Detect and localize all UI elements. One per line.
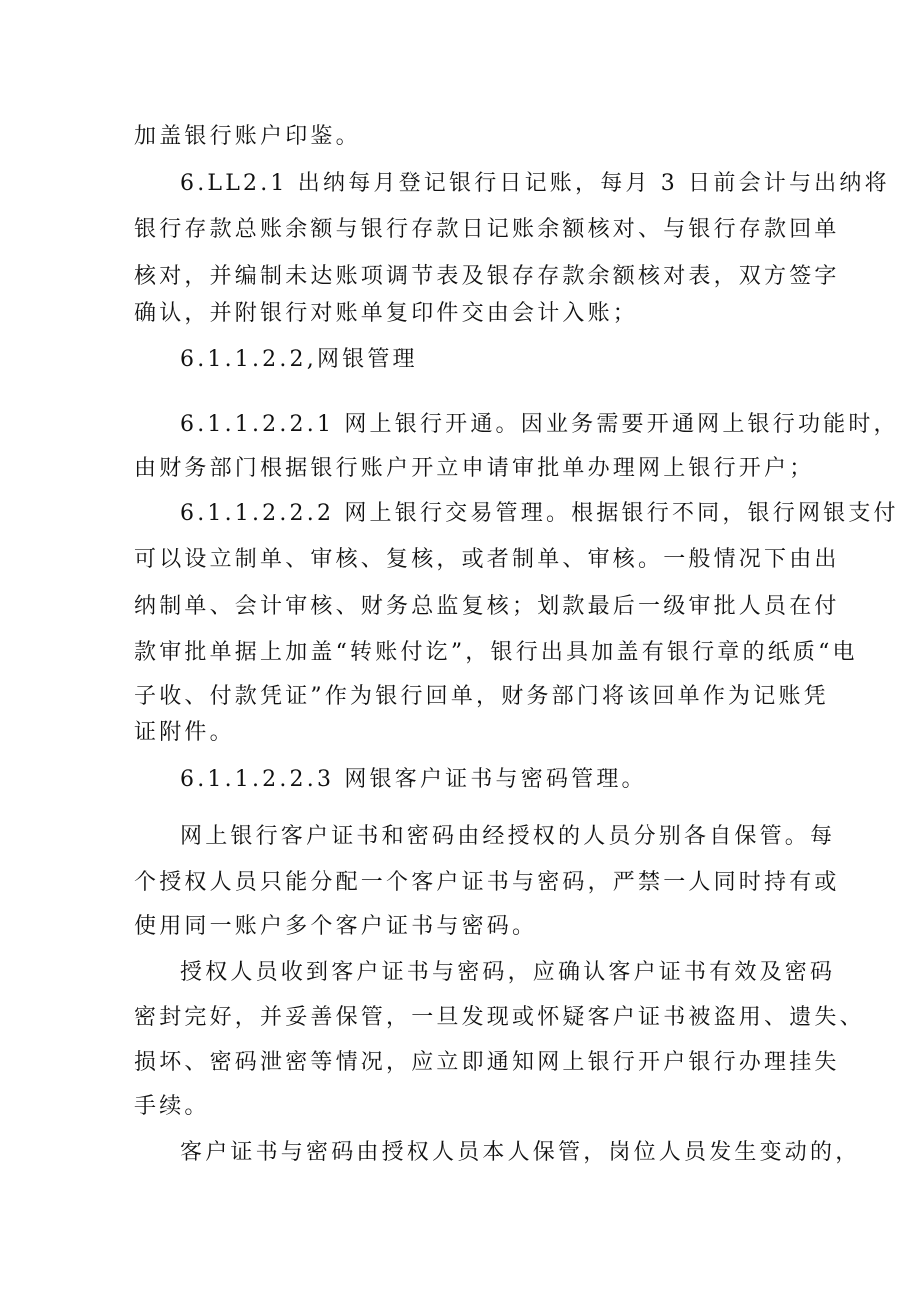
text-line: 银行存款总账余额与银行存款日记账余额核对、与银行存款回单 bbox=[134, 217, 840, 242]
text-line: 授权人员收到客户证书与密码，应确认客户证书有效及密码 bbox=[180, 960, 836, 985]
text-line: 客户证书与密码由授权人员本人保管，岗位人员发生变动的， bbox=[180, 1140, 861, 1165]
text-line: 网上银行客户证书和密码由经授权的人员分别各自保管。每 bbox=[180, 824, 836, 849]
text-line: 手续。 bbox=[134, 1094, 210, 1119]
text-line: 确认，并附银行对账单复印件交由会计入账； bbox=[134, 301, 639, 326]
text-line: 6.1.1.2.2.1 网上银行开通。因业务需要开通网上银行功能时， bbox=[180, 412, 899, 437]
text-line: 6.LL2.1 出纳每月登记银行日记账，每月 3 日前会计与出纳将 bbox=[180, 171, 890, 196]
text-line: 证附件。 bbox=[134, 720, 235, 745]
text-line: 密封完好，并妥善保管，一旦发现或怀疑客户证书被盗用、遗失、 bbox=[134, 1005, 865, 1030]
text-line: 款审批单据上加盖“转账付讫”，银行出具加盖有银行章的纸质“电 bbox=[134, 640, 858, 665]
text-line: 由财务部门根据银行账户开立申请审批单办理网上银行开户； bbox=[134, 456, 815, 481]
section-heading: 6.1.1.2.2,网银管理 bbox=[180, 347, 418, 372]
text-line: 子收、付款凭证”作为银行回单，财务部门将该回单作为记账凭 bbox=[134, 684, 829, 709]
text-line: 损坏、密码泄密等情况，应立即通知网上银行开户银行办理挂失 bbox=[134, 1050, 840, 1075]
text-line: 6.1.1.2.2.2 网上银行交易管理。根据银行不同，银行网银支付 bbox=[180, 501, 899, 526]
text-line: 加盖银行账户印鉴。 bbox=[134, 124, 361, 149]
text-line: 核对，并编制未达账项调节表及银存存款余额核对表，双方签字 bbox=[134, 264, 840, 289]
text-line: 个授权人员只能分配一个客户证书与密码，严禁一人同时持有或 bbox=[134, 870, 840, 895]
text-line: 纳制单、会计审核、财务总监复核；划款最后一级审批人员在付 bbox=[134, 594, 840, 619]
section-heading: 6.1.1.2.2.3 网银客户证书与密码管理。 bbox=[180, 767, 647, 792]
text-line: 使用同一账户多个客户证书与密码。 bbox=[134, 914, 538, 939]
text-line: 可以设立制单、审核、复核，或者制单、审核。一般情况下由出 bbox=[134, 547, 840, 572]
